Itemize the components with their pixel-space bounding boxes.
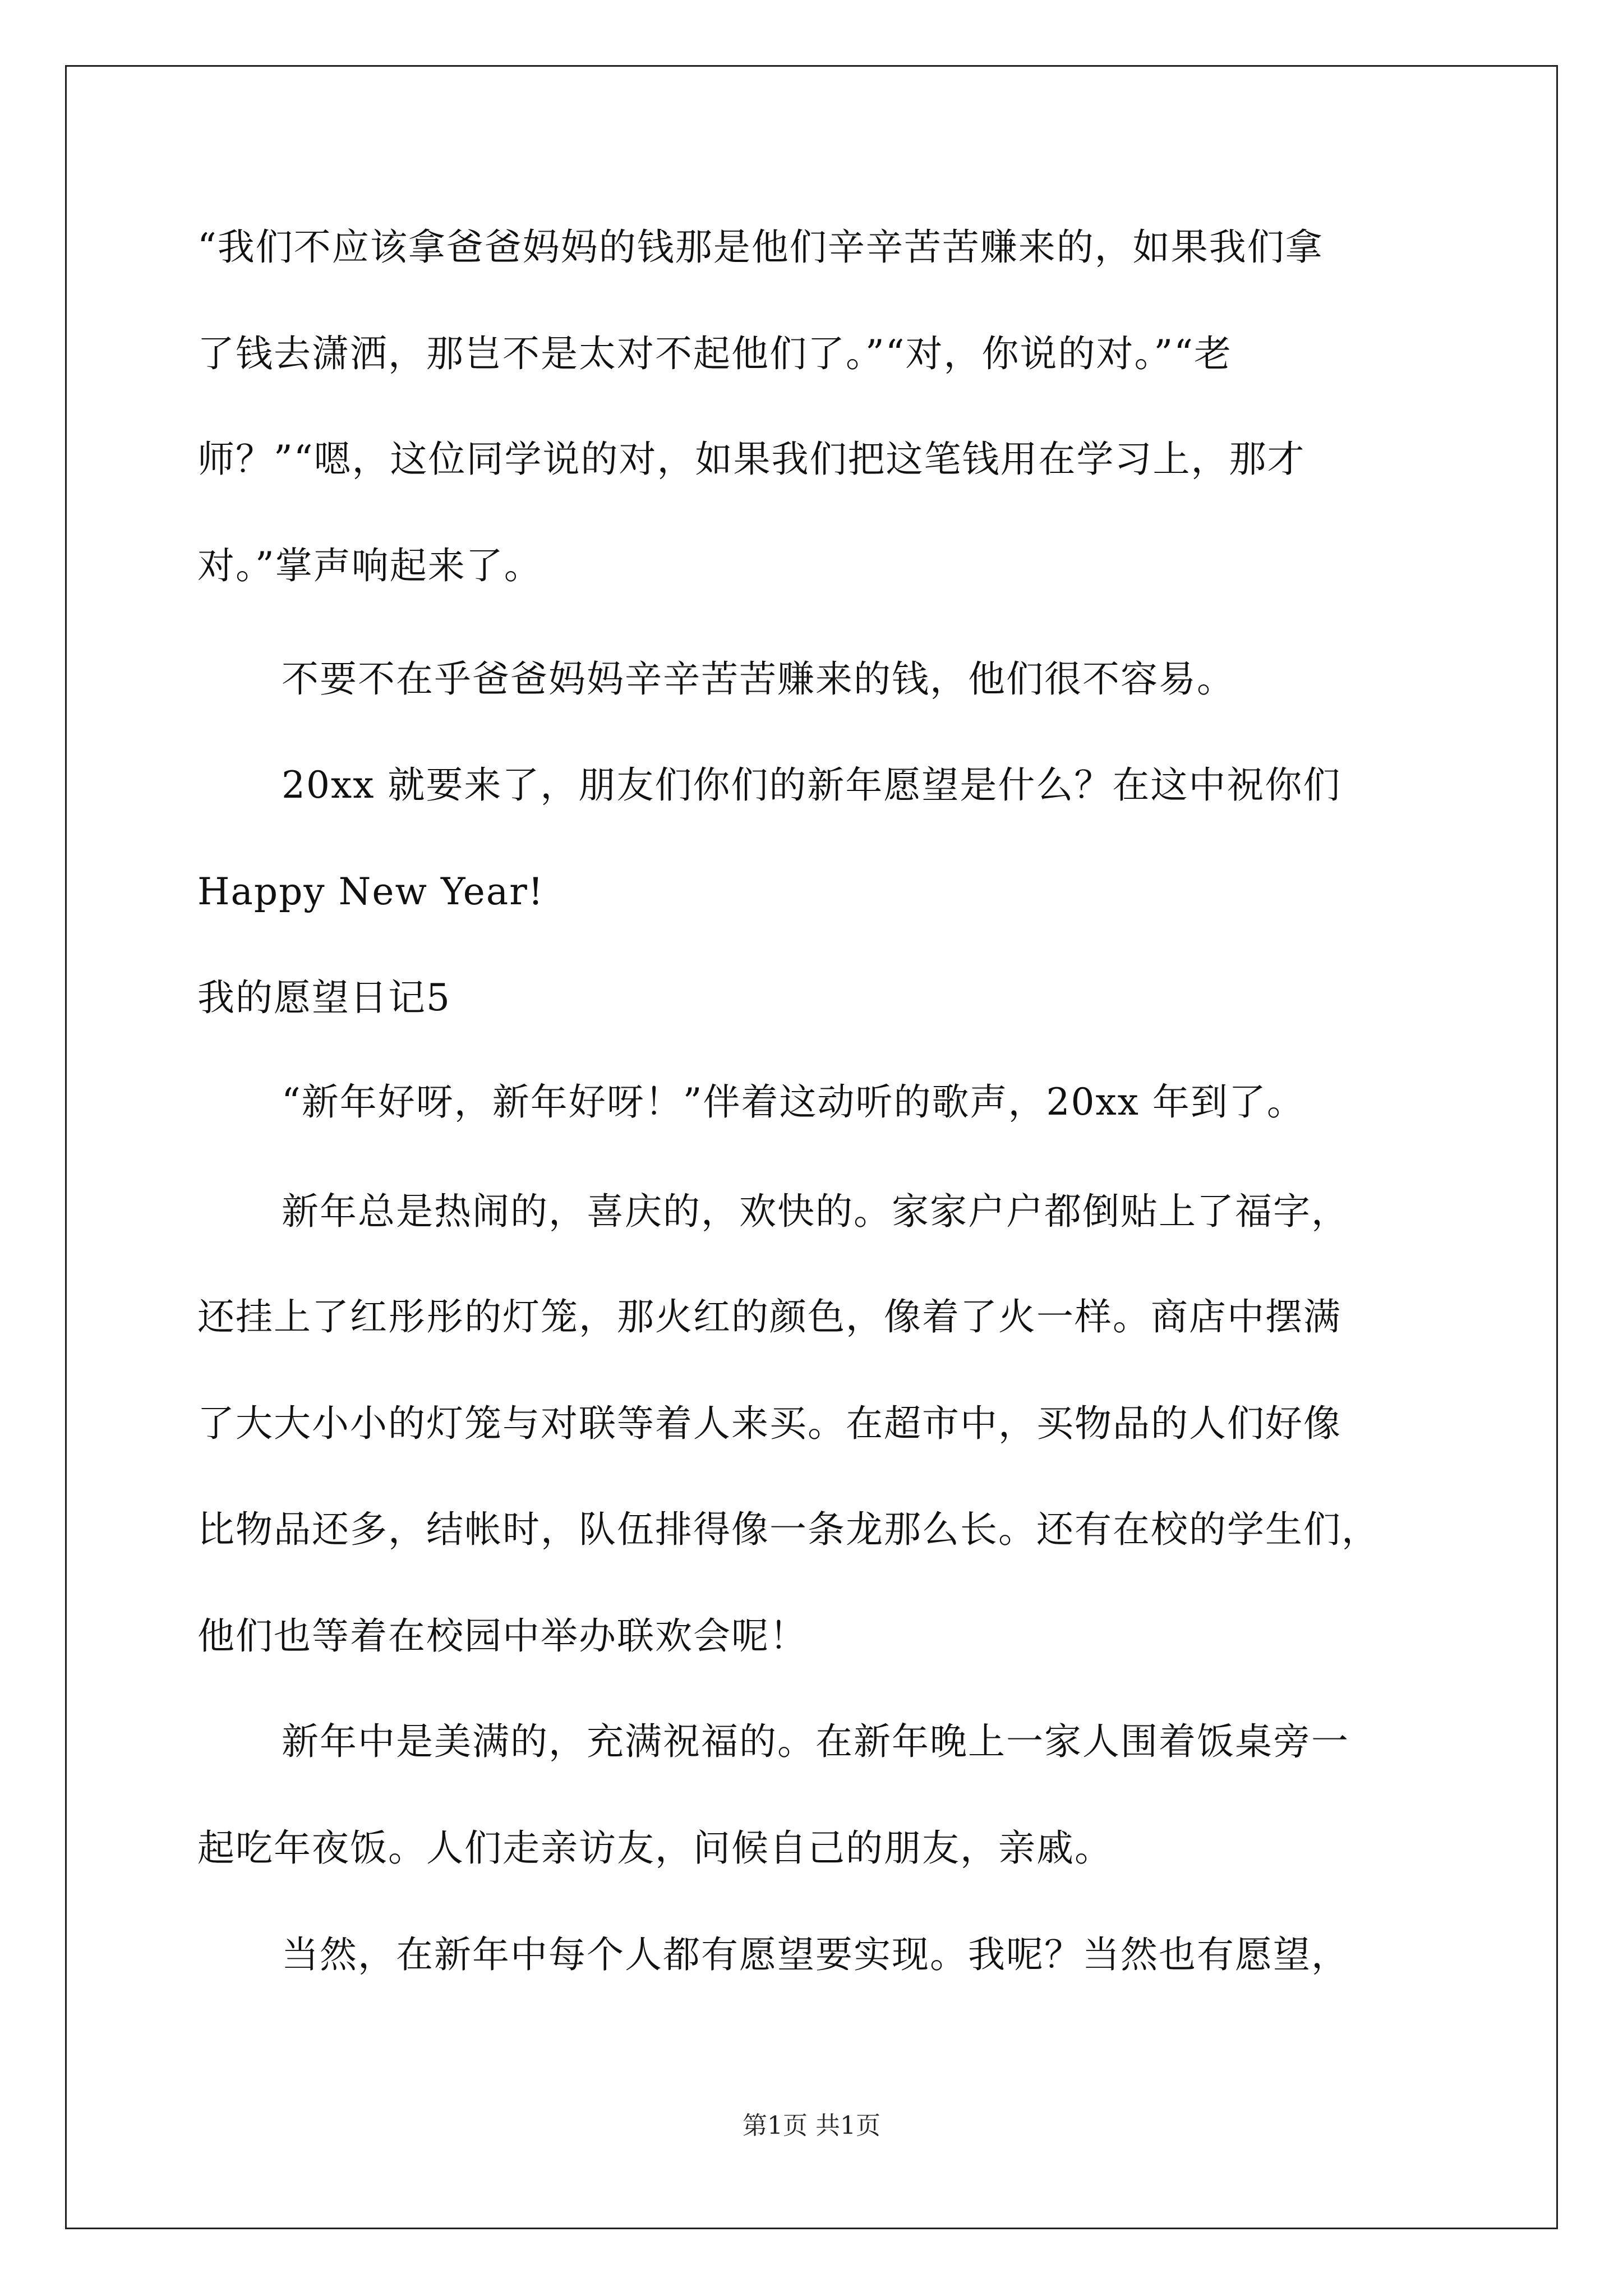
body-line: 新年中是美满的，充满祝福的。在新年晚上一家人围着饭桌旁一 (282, 1720, 1349, 1763)
body-line: 他们也等着在校园中举办联欢会呢！ (197, 1614, 808, 1658)
body-line: 了钱去潇洒，那岂不是太对不起他们了。”“对，你说的对。”“老 (197, 332, 1232, 375)
body-line: 对。”掌声响起来了。 (197, 544, 542, 587)
page-number-footer: 第1页 共1页 (743, 2111, 880, 2140)
page-border (65, 65, 1558, 2229)
body-line: “我们不应该拿爸爸妈妈的钱那是他们辛辛苦苦赚来的，如果我们拿 (197, 226, 1324, 269)
body-line: 比物品还多，结帐时，队伍排得像一条龙那么长。还有在校的学生们， (197, 1508, 1380, 1551)
body-line: 新年总是热闹的，喜庆的，欢快的。家家户户都倒贴上了福字， (282, 1190, 1349, 1233)
section-title: 我的愿望日记5 (197, 976, 451, 1019)
body-line: 当然，在新年中每个人都有愿望要实现。我呢？当然也有愿望， (282, 1933, 1349, 1976)
body-line: 了大大小小的灯笼与对联等着人来买。在超市中，买物品的人们好像 (197, 1402, 1341, 1445)
body-line: 起吃年夜饭。人们走亲访友，问候自己的朋友，亲戚。 (197, 1826, 1113, 1870)
body-line: 不要不在乎爸爸妈妈辛辛苦苦赚来的钱，他们很不容易。 (282, 657, 1235, 701)
body-line: “新年好呀，新年好呀！”伴着这动听的歌声，20xx 年到了。 (282, 1080, 1305, 1124)
body-line: 师？”“嗯，这位同学说的对，如果我们把这笔钱用在学习上，那才 (197, 438, 1306, 481)
body-line: 20xx 就要来了，朋友们你们的新年愿望是什么？在这中祝你们 (282, 763, 1341, 807)
body-line: Happy New Year! (197, 870, 545, 913)
body-line: 还挂上了红彤彤的灯笼，那火红的颜色，像着了火一样。商店中摆满 (197, 1295, 1341, 1338)
